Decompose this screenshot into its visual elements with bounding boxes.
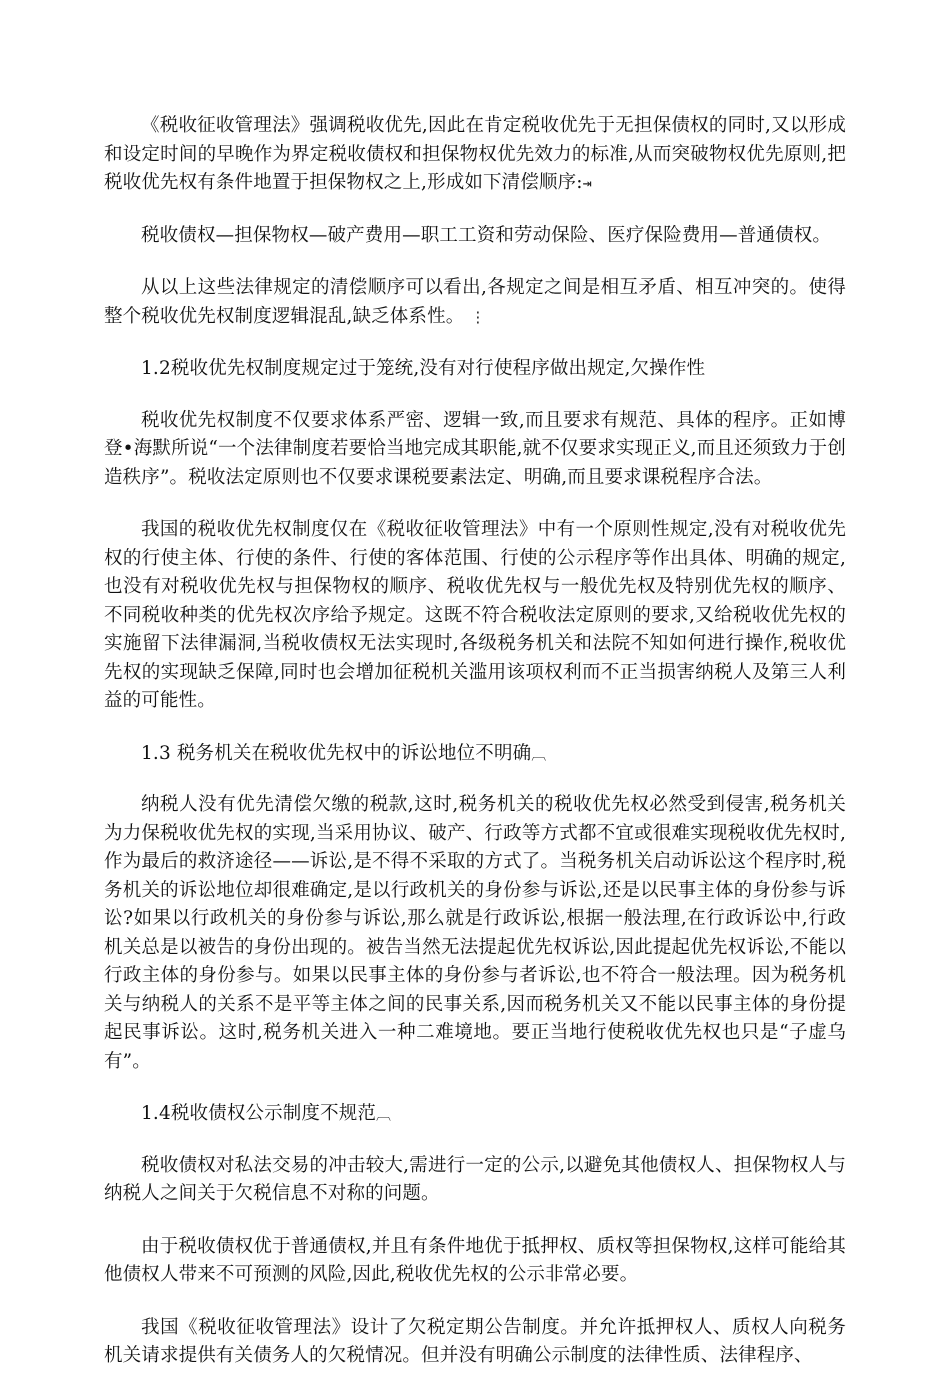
paragraph-mark: ⇥ [582, 174, 592, 192]
paragraph-1: 《税收征收管理法》强调税收优先,因此在肯定税收优先于无担保债权的同时,又以形成和设定时间的早晚作为界定税收债权和担保物权优先效力的标准,从而突破物权优先原则,把税收优先权有条件地置于担保物权之上,形成如下清偿顺序:⇥ [104, 115, 846, 193]
paragraph-2: 税收债权—担保物权—破产费用—职工工资和劳动保险、医疗保险费用—普通债权。 [141, 224, 832, 246]
section-heading-1-4: 1.4税收债权公示制度不规范︹ [141, 1103, 392, 1124]
paragraph-mark: ⋮ [470, 307, 486, 326]
paragraph-mark: ︹ [531, 744, 547, 763]
paragraph-4: 税收优先权制度不仅要求体系严密、逻辑一致,而且要求有规范、具体的程序。正如博登•海默所说“一个法律制度若要恰当地完成其职能,就不仅要求实现正义,而且还须致力于创造秩序”。税收法定原则也不仅要求课税要素法定、明确,而且要求课税程序合法。 [104, 409, 846, 488]
section-heading-1-2: 1.2税收优先权制度规定过于笼统,没有对行使程序做出规定,欠操作性 [141, 358, 706, 379]
paragraph-7: 税收债权对私法交易的冲击较大,需进行一定的公示,以避免其他债权人、担保物权人与纳税人之间关于欠税信息不对称的问题。 [104, 1154, 846, 1204]
section-heading-1-3: 1.3 税务机关在税收优先权中的诉讼地位不明确︹ [141, 742, 547, 764]
paragraph-3: 从以上这些法律规定的清偿顺序可以看出,各规定之间是相互矛盾、相互冲突的。使得整个税收优先权制度逻辑混乱,缺乏体系性。 ⋮ [104, 277, 846, 327]
paragraph-5: 我国的税收优先权制度仅在《税收征收管理法》中有一个原则性规定,没有对税收优先权的行使主体、行使的条件、行使的客体范围、行使的公示程序等作出具体、明确的规定,也没有对税收优先权与担保物权的顺序、税收优先权与一般优先权及特别优先权的顺序、不同税收种类的优先权次序给予规定。这既不符合税收法定原则的要求,又给税收优先权的实施留下法律漏洞,当税收债权无法实现时,各级税务机关和法院不知如何进行操作,税收优先权的实现缺乏保障,同时也会增加征税机关滥用该项权利而不正当损害纳税人及第三人利益的可能性。 [104, 519, 846, 711]
paragraph-6: 纳税人没有优先清偿欠缴的税款,这时,税务机关的税收优先权必然受到侵害,税务机关为力保税收优先权的实现,当采用协议、破产、行政等方式都不宜或很难实现税收优先权时,作为最后的救济途径——诉讼,是不得不采取的方式了。当税务机关启动诉讼这个程序时,税务机关的诉讼地位却很难确定,是以行政机关的身份参与诉讼,还是以民事主体的身份参与诉讼?如果以行政机关的身份参与诉讼,那么就是行政诉讼,根据一般法理,在行政诉讼中,行政机关总是以被告的身份出现的。被告当然无法提起优先权诉讼,因此提起优先权诉讼,不能以行政主体的身份参与。如果以民事主体的身份参与者诉讼,也不符合一般法理。因为税务机关与纳税人的关系不是平等主体之间的民事关系,因而税务机关又不能以民事主体的身份提起民事诉讼。这时,税务机关进入一种二难境地。要正当地行使税收优先权也只是“子虚乌有”。 [104, 794, 846, 1072]
paragraph-8: 由于税收债权优于普通债权,并且有条件地优于抵押权、质权等担保物权,这样可能给其他债权人带来不可预测的风险,因此,税收优先权的公示非常必要。 [104, 1235, 846, 1285]
paragraph-9: 我国《税收征收管理法》设计了欠税定期公告制度。并允许抵押权人、质权人向税务机关请求提供有关债务人的欠税情况。但并没有明确公示制度的法律性质、法律程序、 [104, 1316, 846, 1366]
paragraph-mark: ︹ [376, 1105, 392, 1123]
document-body [104, 112, 846, 1395]
